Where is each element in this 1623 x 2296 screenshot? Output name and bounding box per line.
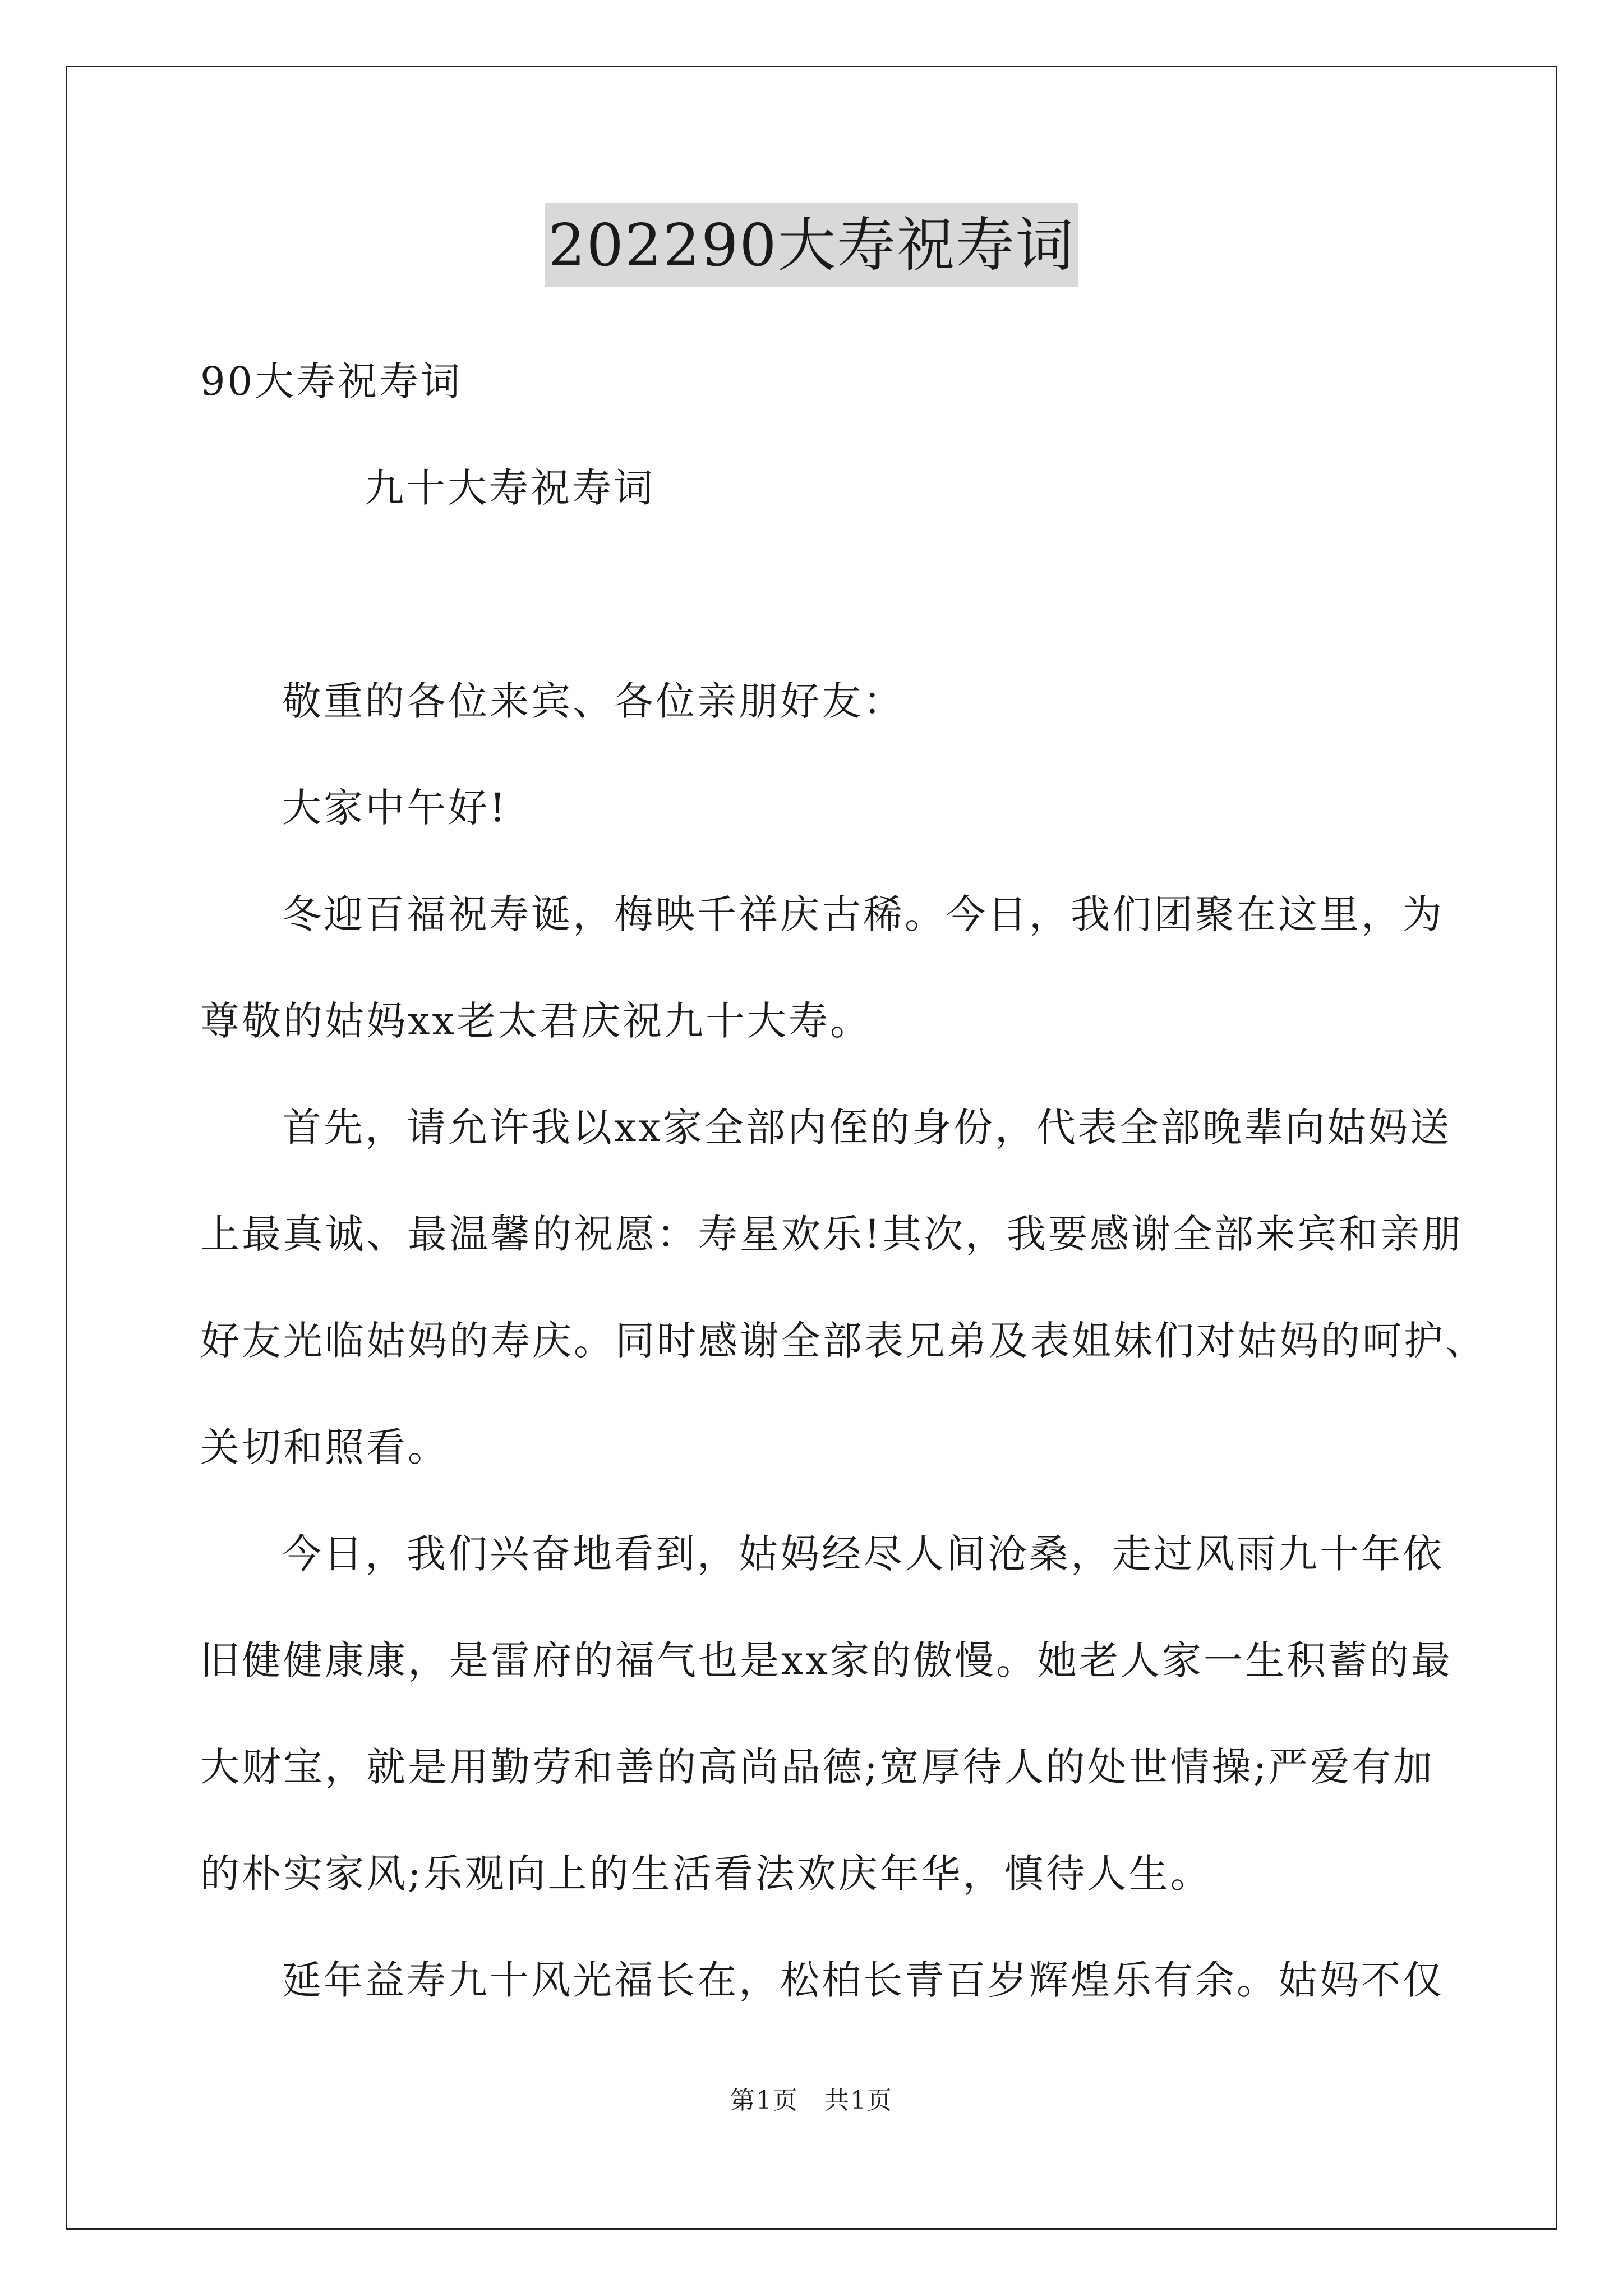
document-subtitle: 90大寿祝寿词 xyxy=(200,358,463,404)
paragraph-line: 今日，我们兴奋地看到，姑妈经尽人间沧桑，走过风雨九十年依 xyxy=(282,1531,1444,1577)
paragraph-line: 关切和照看。 xyxy=(200,1424,449,1470)
paragraph-line: 的朴实家风;乐观向上的生活看法欢庆年华，慎待人生。 xyxy=(200,1851,1212,1897)
paragraph-line: 旧健健康康，是雷府的福气也是xx家的傲慢。她老人家一生积蓄的最 xyxy=(200,1637,1453,1683)
paragraph-line: 敬重的各位来宾、各位亲朋好友： xyxy=(282,678,905,724)
paragraph-line: 上最真诚、最温馨的祝愿：寿星欢乐!其次，我要感谢全部来宾和亲朋 xyxy=(200,1211,1464,1257)
paragraph-line: 大家中午好! xyxy=(282,785,508,831)
title-container xyxy=(0,203,1623,287)
paragraph-line: 延年益寿九十风光福长在，松柏长青百岁辉煌乐有余。姑妈不仅 xyxy=(282,1957,1444,2003)
paragraph-line: 大财宝，就是用勤劳和善的高尚品德;宽厚待人的处世情操;严爱有加 xyxy=(200,1744,1435,1790)
paragraph-line: 尊敬的姑妈xx老太君庆祝九十大寿。 xyxy=(200,998,872,1044)
paragraph-line: 首先，请允许我以xx家全部内侄的身份，代表全部晚辈向姑妈送 xyxy=(282,1105,1451,1151)
page-footer: 第1页 共1页 xyxy=(730,2086,893,2115)
paragraph-line: 好友光临姑妈的寿庆。同时感谢全部表兄弟及表姐妹们对姑妈的呵护、 xyxy=(200,1318,1487,1364)
document-title: 202290大寿祝寿词 xyxy=(545,203,1078,287)
paragraph-line: 冬迎百福祝寿诞，梅映千祥庆古稀。今日，我们团聚在这里，为 xyxy=(282,891,1444,937)
document-heading: 九十大寿祝寿词 xyxy=(365,465,655,511)
